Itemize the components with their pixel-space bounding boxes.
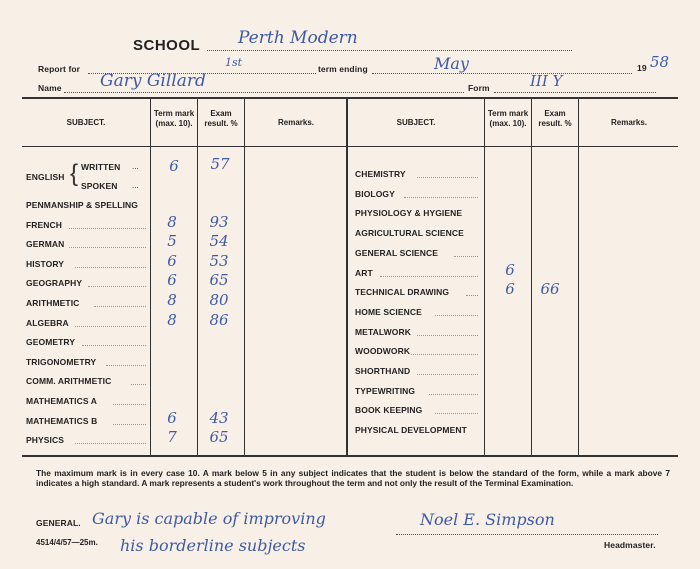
subject-geometry: GEOMETRY: [26, 337, 76, 348]
name-label: Name: [38, 83, 62, 93]
headmaster-signature: Noel E. Simpson: [420, 510, 555, 529]
right-col-subject: SUBJECT.: [396, 118, 436, 127]
row-dots: [404, 197, 478, 198]
subject-home-science: HOME SCIENCE: [355, 306, 422, 317]
row-dots: [75, 443, 146, 444]
col-divider: [578, 99, 579, 455]
table-header-divider: [22, 146, 678, 147]
right-col-exam: Exam result. %: [538, 109, 572, 128]
name-value: Gary Gillard: [100, 71, 206, 91]
school-line: [207, 50, 572, 51]
term-mark: 7: [167, 428, 177, 447]
form-line: [494, 92, 656, 93]
subject-art: ART: [355, 267, 373, 278]
table-top-border: [22, 97, 678, 99]
subject-comm-arithmetic: COMM. ARITHMETIC: [26, 376, 112, 387]
exam-result: 65: [209, 271, 229, 290]
left-col-subject: SUBJECT.: [66, 118, 106, 127]
row-dots: [417, 335, 478, 336]
row-dots: [106, 365, 146, 366]
headmaster-label: Headmaster.: [604, 540, 656, 550]
subject-french: FRENCH: [26, 219, 63, 230]
row-dots: [429, 394, 478, 395]
exam-result: 86: [209, 310, 229, 329]
term-mark: 6: [167, 271, 177, 290]
general-comment-line1: Gary is capable of improving: [92, 509, 326, 528]
exam-result: 66: [540, 280, 560, 299]
brace-icon: {: [70, 160, 79, 187]
term-mark: 6: [505, 260, 515, 279]
row-dots: [435, 315, 478, 316]
subject-physics: PHYSICS: [26, 435, 65, 446]
left-col-remarks: Remarks.: [277, 118, 315, 127]
term-ending-label: term ending: [318, 64, 368, 74]
general-label: GENERAL.: [36, 518, 81, 528]
subject-general-science: GENERAL SCIENCE: [355, 247, 439, 258]
subject-written: WRITTEN: [81, 162, 121, 172]
row-dots: [113, 424, 146, 425]
row-dots: ...: [132, 162, 139, 171]
term-mark: 6: [505, 280, 515, 299]
general-comment-line2: his borderline subjects: [120, 536, 306, 555]
exam-result: 80: [209, 291, 229, 309]
report-for-label: Report for: [38, 64, 81, 74]
year-prefix: 19: [637, 63, 647, 73]
col-divider: [531, 99, 532, 455]
row-dots: [131, 384, 146, 385]
form-label: Form: [468, 83, 490, 93]
written-term: 6: [169, 157, 179, 175]
term-mark: 8: [167, 212, 177, 231]
subject-trigonometry: TRIGONOMETRY: [26, 356, 97, 367]
subject-book-keeping: BOOK KEEPING: [355, 405, 423, 416]
row-dots: [75, 326, 146, 327]
subject-spoken: SPOKEN: [81, 181, 118, 191]
subject-metalwork: METALWORK: [355, 326, 411, 337]
school-value: Perth Modern: [238, 28, 358, 48]
subject-mathematics-b: MATHEMATICS B: [26, 415, 98, 426]
row-dots: [88, 286, 146, 287]
term-mark: 8: [167, 291, 177, 309]
exam-result: 93: [209, 212, 229, 231]
written-exam: 57: [210, 155, 230, 173]
row-dots: [454, 256, 478, 257]
term-mark: 8: [167, 310, 177, 329]
term-mark: 6: [167, 408, 177, 427]
row-dots: [411, 354, 478, 355]
form-code: 4514/4/57—25m.: [36, 538, 98, 547]
row-dots: [82, 345, 146, 346]
subject-agricultural-science: AGRICULTURAL SCIENCE: [355, 228, 464, 239]
name-line: [64, 92, 464, 93]
col-divider: [484, 99, 485, 455]
row-dots: [466, 295, 478, 296]
middle-divider: [346, 97, 348, 457]
table-bottom-border: [22, 455, 678, 457]
exam-result: 54: [209, 232, 229, 251]
subject-algebra: ALGEBRA: [26, 317, 69, 328]
subject-geography: GEOGRAPHY: [26, 278, 83, 289]
row-dots: ...: [132, 181, 139, 190]
marking-note: The maximum mark is in every case 10. A mark below 5 in any subject indicates that the student is below the standard of the form, while a mark above 7 indicates a high standard. A mark represents a student's work throughout the term and not only the result of the Terminal Examination.: [36, 468, 670, 488]
row-dots: [380, 276, 478, 277]
subject-physiology-and-hygiene: PHYSIOLOGY & HYGIENE: [355, 208, 463, 219]
row-dots: [417, 177, 478, 178]
exam-result: 53: [209, 251, 229, 270]
exam-result: 43: [209, 408, 229, 427]
left-col-term: Term mark (max. 10).: [153, 109, 195, 128]
subject-penmanship-and-spelling: PENMANSHIP & SPELLING: [26, 200, 138, 210]
subject-physical-development: PHYSICAL DEVELOPMENT: [355, 425, 467, 436]
signature-line: [396, 534, 658, 535]
row-dots: [113, 404, 146, 405]
subject-technical-drawing: TECHNICAL DRAWING: [355, 287, 450, 298]
term-mark: 6: [167, 251, 177, 270]
subject-typewriting: TYPEWRITING: [355, 385, 416, 396]
exam-result: 65: [209, 428, 229, 447]
subject-mathematics-a: MATHEMATICS A: [26, 396, 98, 406]
subject-biology: BIOLOGY: [355, 188, 395, 199]
row-dots: [75, 267, 146, 268]
term-mark: 5: [167, 232, 177, 251]
subject-english: ENGLISH: [26, 172, 65, 182]
left-col-exam: Exam result. %: [204, 109, 238, 128]
form-value: III Y: [530, 72, 563, 90]
col-divider: [244, 99, 245, 455]
col-divider: [197, 99, 198, 455]
col-divider: [150, 99, 151, 455]
term-ending-line: [372, 73, 632, 74]
subject-chemistry: CHEMISTRY: [355, 169, 406, 179]
subject-german: GERMAN: [26, 239, 65, 250]
year-value: 58: [650, 53, 670, 71]
row-dots: [69, 228, 146, 229]
report-for-value: 1st: [225, 56, 243, 69]
subject-shorthand: SHORTHAND: [355, 366, 411, 376]
subject-history: HISTORY: [26, 258, 65, 269]
right-col-remarks: Remarks.: [610, 118, 648, 127]
school-label: SCHOOL: [133, 37, 201, 54]
subject-woodwork: WOODWORK: [355, 346, 411, 357]
row-dots: [94, 306, 146, 307]
row-dots: [69, 247, 146, 248]
row-dots: [435, 413, 478, 414]
right-col-term: Term mark (max. 10).: [487, 109, 529, 128]
term-ending-value: May: [434, 54, 469, 73]
row-dots: [417, 374, 478, 375]
subject-arithmetic: ARITHMETIC: [26, 298, 80, 308]
